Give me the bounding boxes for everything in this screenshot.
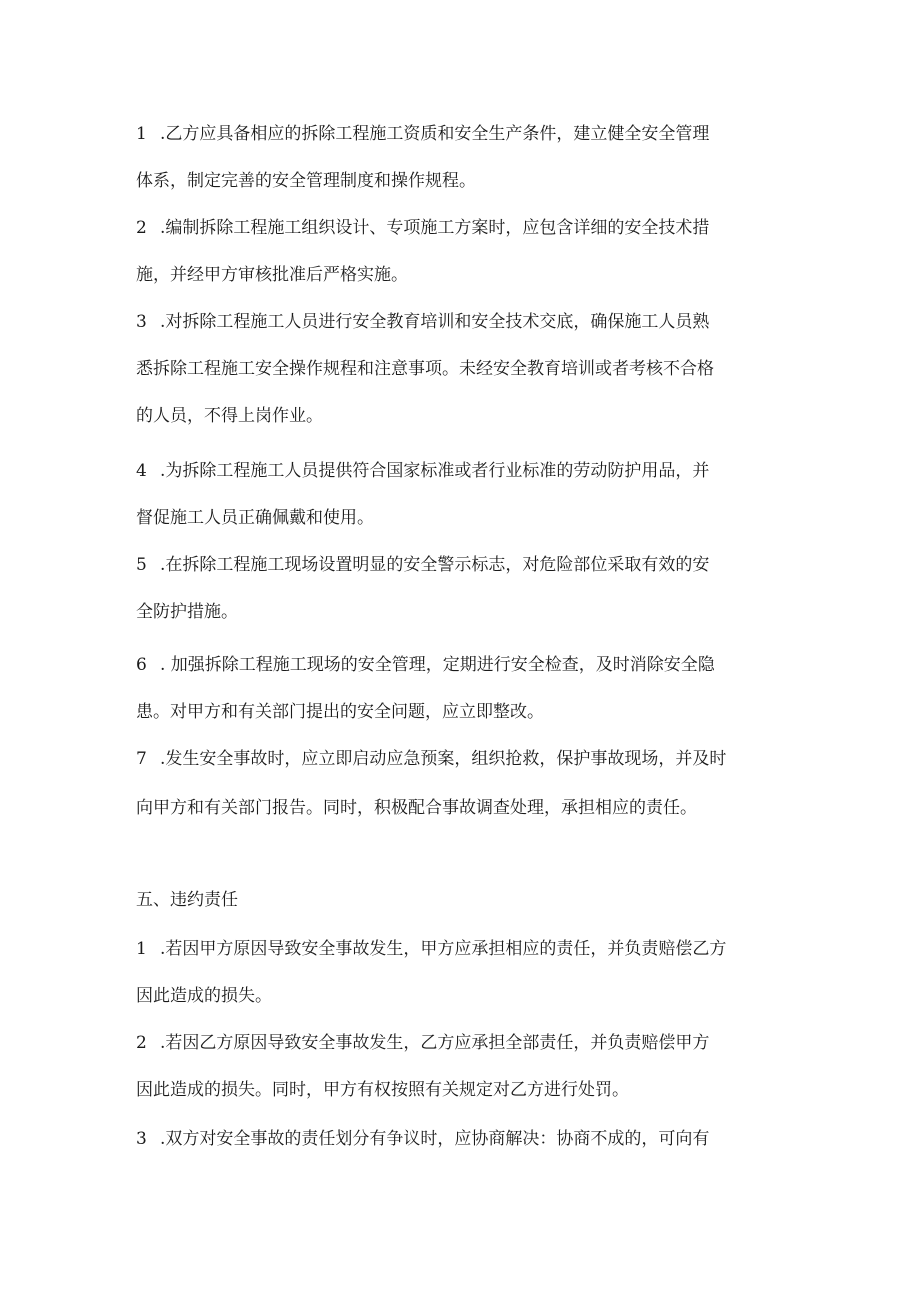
section4-item-5-line-1 (136, 553, 786, 577)
item-number: 7 (136, 749, 147, 769)
section4-item-7-line-2: 向甲方和有关部门报告。同时，积极配合事故调查处理，承担相应的责任。 (136, 798, 697, 818)
item-number: 1 (136, 124, 147, 144)
line-text: .发生安全事故时，应立即启动应急预案，组织抢救，保护事故现场，并及时 (160, 749, 727, 769)
item-number: 1 (136, 939, 147, 959)
section5-item-1-line-1 (136, 937, 786, 961)
section4-item-2-line-2: 施，并经甲方审核批准后严格实施。 (136, 265, 408, 285)
section5-item-2-line-1 (136, 1031, 786, 1055)
item-number: 4 (136, 461, 147, 481)
line-text: .乙方应具备相应的拆除工程施工资质和安全生产条件，建立健全安全管理 (160, 124, 710, 144)
section5-item-1-line-2: 因此造成的损失。 (136, 986, 272, 1006)
item-number: 3 (136, 1129, 147, 1149)
line-text: .在拆除工程施工现场设置明显的安全警示标志，对危险部位采取有效的安 (160, 555, 710, 575)
section4-item-2-line-1 (136, 216, 786, 240)
section5-item-2-line-2: 因此造成的损失。同时，甲方有权按照有关规定对乙方进行处罚。 (136, 1080, 629, 1100)
line-text: .双方对安全事故的责任划分有争议时，应协商解决：协商不成的，可向有 (160, 1129, 710, 1149)
section4-item-1-line-1 (136, 122, 786, 146)
line-text: .若因甲方原因导致安全事故发生，甲方应承担相应的责任，并负责赔偿乙方 (160, 939, 727, 959)
section4-item-4-line-2: 督促施工人员正确佩戴和使用。 (136, 508, 374, 528)
section4-item-1-line-2: 体系，制定完善的安全管理制度和操作规程。 (136, 171, 476, 191)
line-text: . 加强拆除工程施工现场的安全管理，定期进行安全检查，及时消除安全隐 (160, 655, 715, 675)
section5-heading: 五、违约责任 (136, 890, 238, 910)
line-text: .对拆除工程施工人员进行安全教育培训和安全技术交底，确保施工人员熟 (160, 312, 710, 332)
item-number: 6 (136, 655, 147, 675)
section5-item-3-line-1 (136, 1127, 786, 1151)
section4-item-5-line-2: 全防护措施。 (136, 602, 238, 622)
item-number: 2 (136, 1033, 147, 1053)
section4-item-4-line-1 (136, 459, 786, 483)
item-number: 5 (136, 555, 147, 575)
item-number: 2 (136, 218, 147, 238)
line-text: .编制拆除工程施工组织设计、专项施工方案时，应包含详细的安全技术措 (160, 218, 710, 238)
section4-item-6-line-2: 患。对甲方和有关部门提出的安全问题，应立即整改。 (136, 702, 544, 722)
line-text: .为拆除工程施工人员提供符合国家标准或者行业标准的劳动防护用品，并 (160, 461, 710, 481)
section4-item-3-line-3: 的人员，不得上岗作业。 (136, 406, 323, 426)
section4-item-6-line-1 (136, 653, 786, 677)
item-number: 3 (136, 312, 147, 332)
section4-item-3-line-2: 悉拆除工程施工安全操作规程和注意事项。未经安全教育培训或者考核不合格 (136, 359, 714, 379)
line-text: .若因乙方原因导致安全事故发生，乙方应承担全部责任，并负责赔偿甲方 (160, 1033, 710, 1053)
section4-item-3-line-1 (136, 310, 786, 334)
section4-item-7-line-1 (136, 747, 786, 771)
